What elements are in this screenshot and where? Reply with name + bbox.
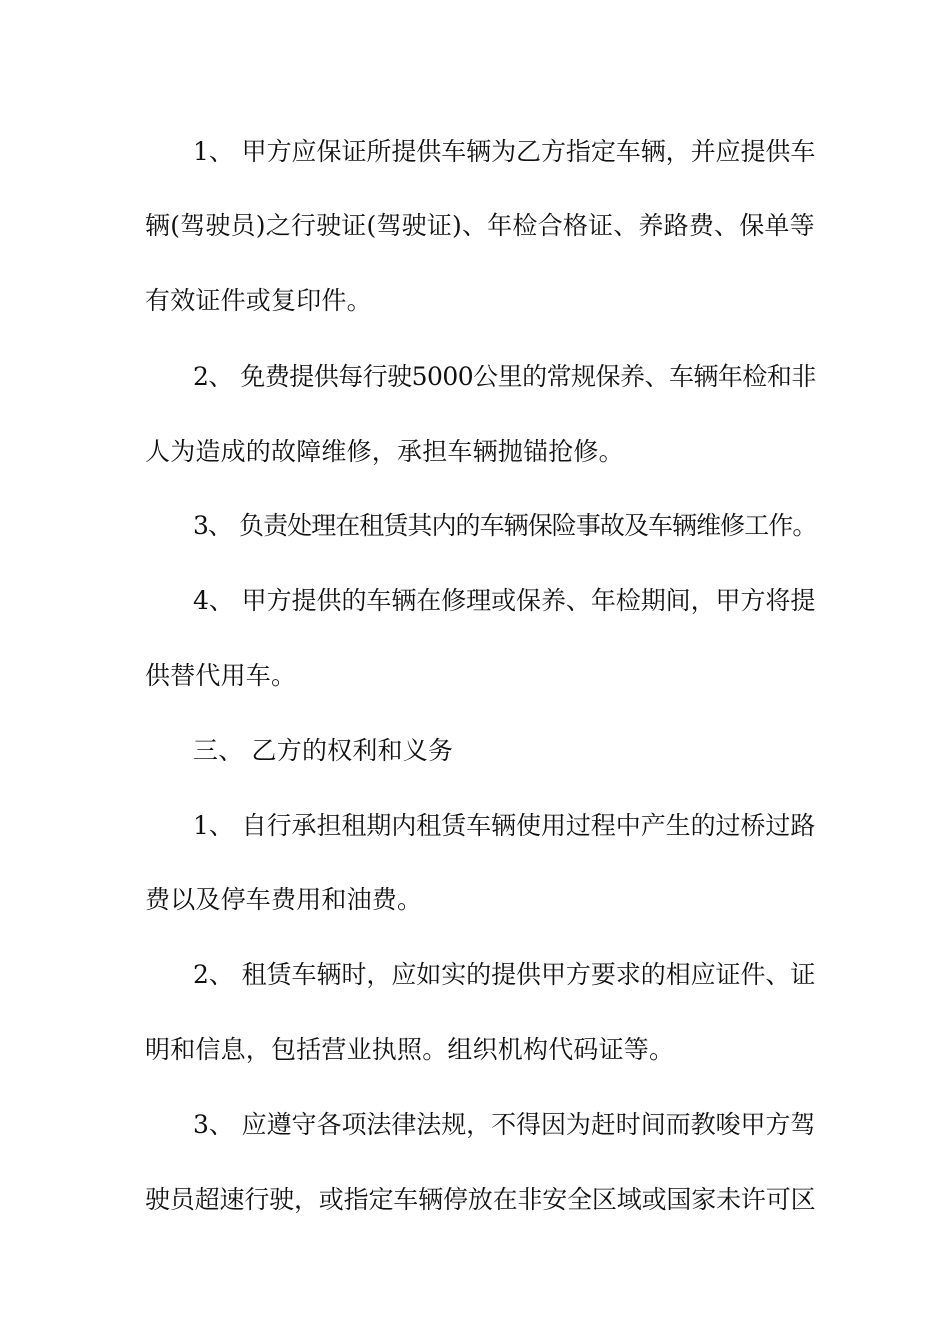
- clause-b2-line-1: 2、 租赁车辆时，应如实的提供甲方要求的相应证件、证: [193, 960, 816, 989]
- clause-b1-line-2: 费以及停车费用和油费。: [145, 885, 423, 914]
- clause-a2-line-2: 人为造成的故障维修，承担车辆抛锚抢修。: [145, 437, 624, 466]
- section-heading-3: 三、 乙方的权利和义务: [193, 736, 454, 765]
- clause-b2-line-2: 明和信息，包括营业执照。组织机构代码证等。: [145, 1035, 675, 1064]
- clause-b1-line-1: 1、 自行承担租期内租赁车辆使用过程中产生的过桥过路: [193, 811, 816, 840]
- clause-a1-line-2: 辆(驾驶员)之行驶证(驾驶证)、年检合格证、养路费、保单等: [145, 211, 815, 240]
- clause-a1-line-3: 有效证件或复印件。: [145, 286, 372, 315]
- clause-a1-line-1: 1、 甲方应保证所提供车辆为乙方指定车辆，并应提供车: [193, 137, 816, 166]
- clause-a4-line-2: 供替代用车。: [145, 661, 297, 690]
- clause-a4-line-1: 4、 甲方提供的车辆在修理或保养、年检期间，甲方将提: [193, 586, 816, 615]
- clause-b3-line-1: 3、 应遵守各项法律法规，不得因为赶时间而教唆甲方驾: [193, 1110, 816, 1139]
- clause-a2-line-1: 2、 免费提供每行驶5000公里的常规保养、车辆年检和非: [193, 362, 816, 391]
- clause-a3-line-1: 3、 负责处理在租赁其内的车辆保险事故及车辆维修工作。: [193, 511, 817, 540]
- clause-b3-line-2: 驶员超速行驶，或指定车辆停放在非安全区域或国家未许可区: [145, 1185, 816, 1214]
